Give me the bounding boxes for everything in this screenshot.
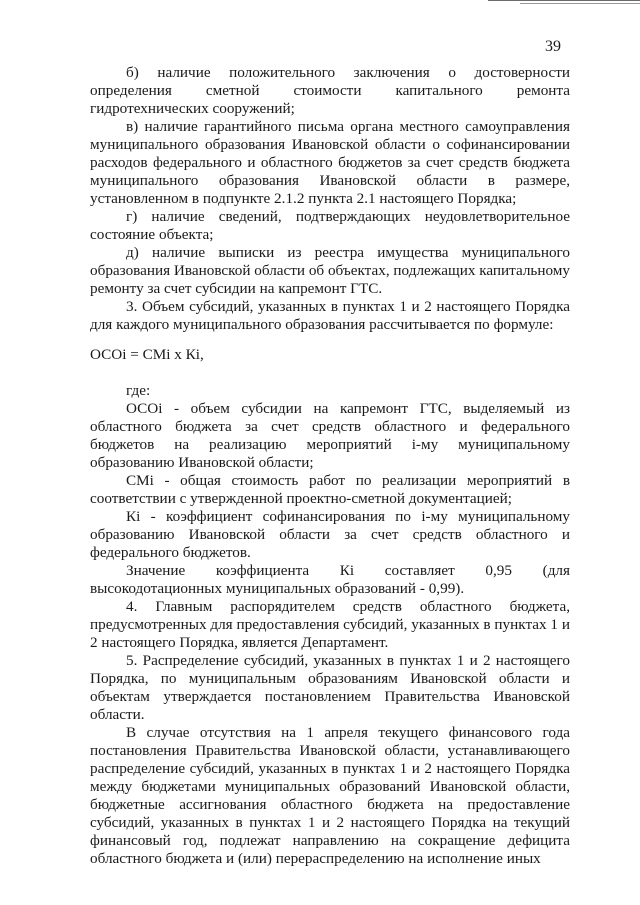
definition-oso: ОСОi - объем субсидии на капремонт ГТС, выделяемый из областного бюджета за счет средств областного и федерального бюджетов на реализацию мероприятий i-му муниципальному образованию Ивановской области; bbox=[90, 400, 570, 471]
paragraph-4: 4. Главным распорядителем средств областного бюджета, предусмотренных для предоставления субсидий, указанных в пунктах 1 и 2 настоящего Порядка, является Департамент. bbox=[90, 598, 570, 651]
paragraph-g: г) наличие сведений, подтверждающих неудовлетворительное состояние объекта; bbox=[90, 208, 570, 243]
document-body bbox=[90, 64, 570, 868]
page-number: 39 bbox=[545, 38, 561, 55]
coefficient-value: Значение коэффициента Кi составляет 0,95 (для высокодотационных муниципальных образований - 0,99). bbox=[90, 562, 570, 597]
paragraph-v: в) наличие гарантийного письма органа местного самоуправления муниципального образования Ивановской области о софинансировании расходов федерального и областного бюджетов за счет средств бюджета муниципального образования Ивановской области в размере, установленном в подпункте 2.1.2 пункта 2.1 настоящего Порядка; bbox=[90, 118, 570, 207]
formula: ОСОi = СМi x Кi, bbox=[90, 346, 204, 363]
top-border-line-secondary bbox=[520, 3, 640, 4]
definition-sm: СМi - общая стоимость работ по реализации мероприятий в соответствии с утвержденной проектно-сметной документацией; bbox=[90, 472, 570, 507]
paragraph-3: 3. Объем субсидий, указанных в пунктах 1 и 2 настоящего Порядка для каждого муниципального образования рассчитывается по формуле: bbox=[90, 298, 570, 333]
top-border-line bbox=[488, 0, 640, 1]
where-label: где: bbox=[126, 382, 151, 399]
paragraph-d: д) наличие выписки из реестра имущества муниципального образования Ивановской области об объектах, подлежащих капитальному ремонту за счет субсидии на капремонт ГТС. bbox=[90, 244, 570, 297]
definition-k: Кi - коэффициент софинансирования по i-му муниципальному образованию Ивановской области за счет средств областного и федерального бюджетов. bbox=[90, 508, 570, 561]
paragraph-absence: В случае отсутствия на 1 апреля текущего финансового года постановления Правительства Ивановской области, устанавливающего распределение субсидий, указанных в пунктах 1 и 2 настоящего Порядка между бюджетами муниципальных образований Ивановской области, бюджетные ассигнования областного бюджета на предоставление субсидий, указанных в пунктах 1 и 2 настоящего Порядка на текущий финансовый год, подлежат направлению на сокращение дефицита областного бюджета и (или) перераспределению на исполнение иных bbox=[90, 724, 570, 867]
paragraph-5: 5. Распределение субсидий, указанных в пунктах 1 и 2 настоящего Порядка, по муниципальным образованиям Ивановской области и объектам утверждается постановлением Правительства Ивановской области. bbox=[90, 652, 570, 723]
paragraph-b: б) наличие положительного заключения о достоверности определения сметной стоимости капитального ремонта гидротехнических сооружений; bbox=[90, 64, 570, 117]
